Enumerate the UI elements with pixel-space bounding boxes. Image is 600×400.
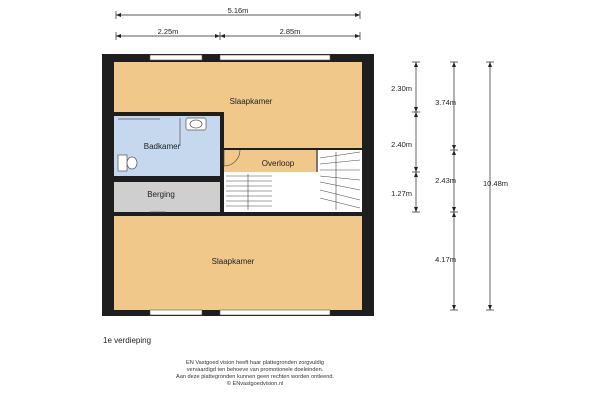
disclaimer-line: vervaardigd ten behoeve van promotionele doeleinden. xyxy=(186,367,324,373)
disclaimer xyxy=(90,360,420,388)
dimension-arrows-top xyxy=(116,13,360,38)
label-slaapkamer-top: Slaapkamer xyxy=(229,97,273,106)
dim-width-right: 2.85m xyxy=(279,27,301,36)
disclaimer-line: Aan deze plattegronden kunnen geen rechten worden ontleend. xyxy=(176,374,334,380)
disclaimer-line: EN Vastgoed vision heeft haar plattegronden zorgvuldig xyxy=(186,360,324,366)
dimension-lines-top xyxy=(116,11,360,40)
dim-width-left: 2.25m xyxy=(157,27,179,36)
wall xyxy=(114,112,224,116)
dim-v4: 3.74m xyxy=(435,98,456,107)
label-overloop: Overloop xyxy=(261,159,295,168)
wall xyxy=(114,212,362,216)
wall xyxy=(224,148,362,150)
label-berging: Berging xyxy=(147,190,175,199)
dim-v5: 2.43m xyxy=(435,176,456,185)
floor-label: 1e verdieping xyxy=(103,336,152,345)
label-slaapkamer-bottom: Slaapkamer xyxy=(211,257,255,266)
dim-total-width: 5.16m xyxy=(227,6,249,15)
wall xyxy=(114,176,224,182)
label-badkamer: Badkamer xyxy=(143,142,181,151)
dim-v1: 2.30m xyxy=(391,84,412,93)
dim-v2: 2.40m xyxy=(391,140,412,149)
disclaimer-line: © ENvastgoedvision.nl xyxy=(226,381,284,387)
dim-v7: 10.48m xyxy=(482,179,508,188)
landing-open xyxy=(274,172,318,212)
wall xyxy=(316,150,318,172)
wall xyxy=(220,112,224,212)
dim-v3: 1.27m xyxy=(391,189,412,198)
dim-v6: 4.17m xyxy=(435,255,456,264)
